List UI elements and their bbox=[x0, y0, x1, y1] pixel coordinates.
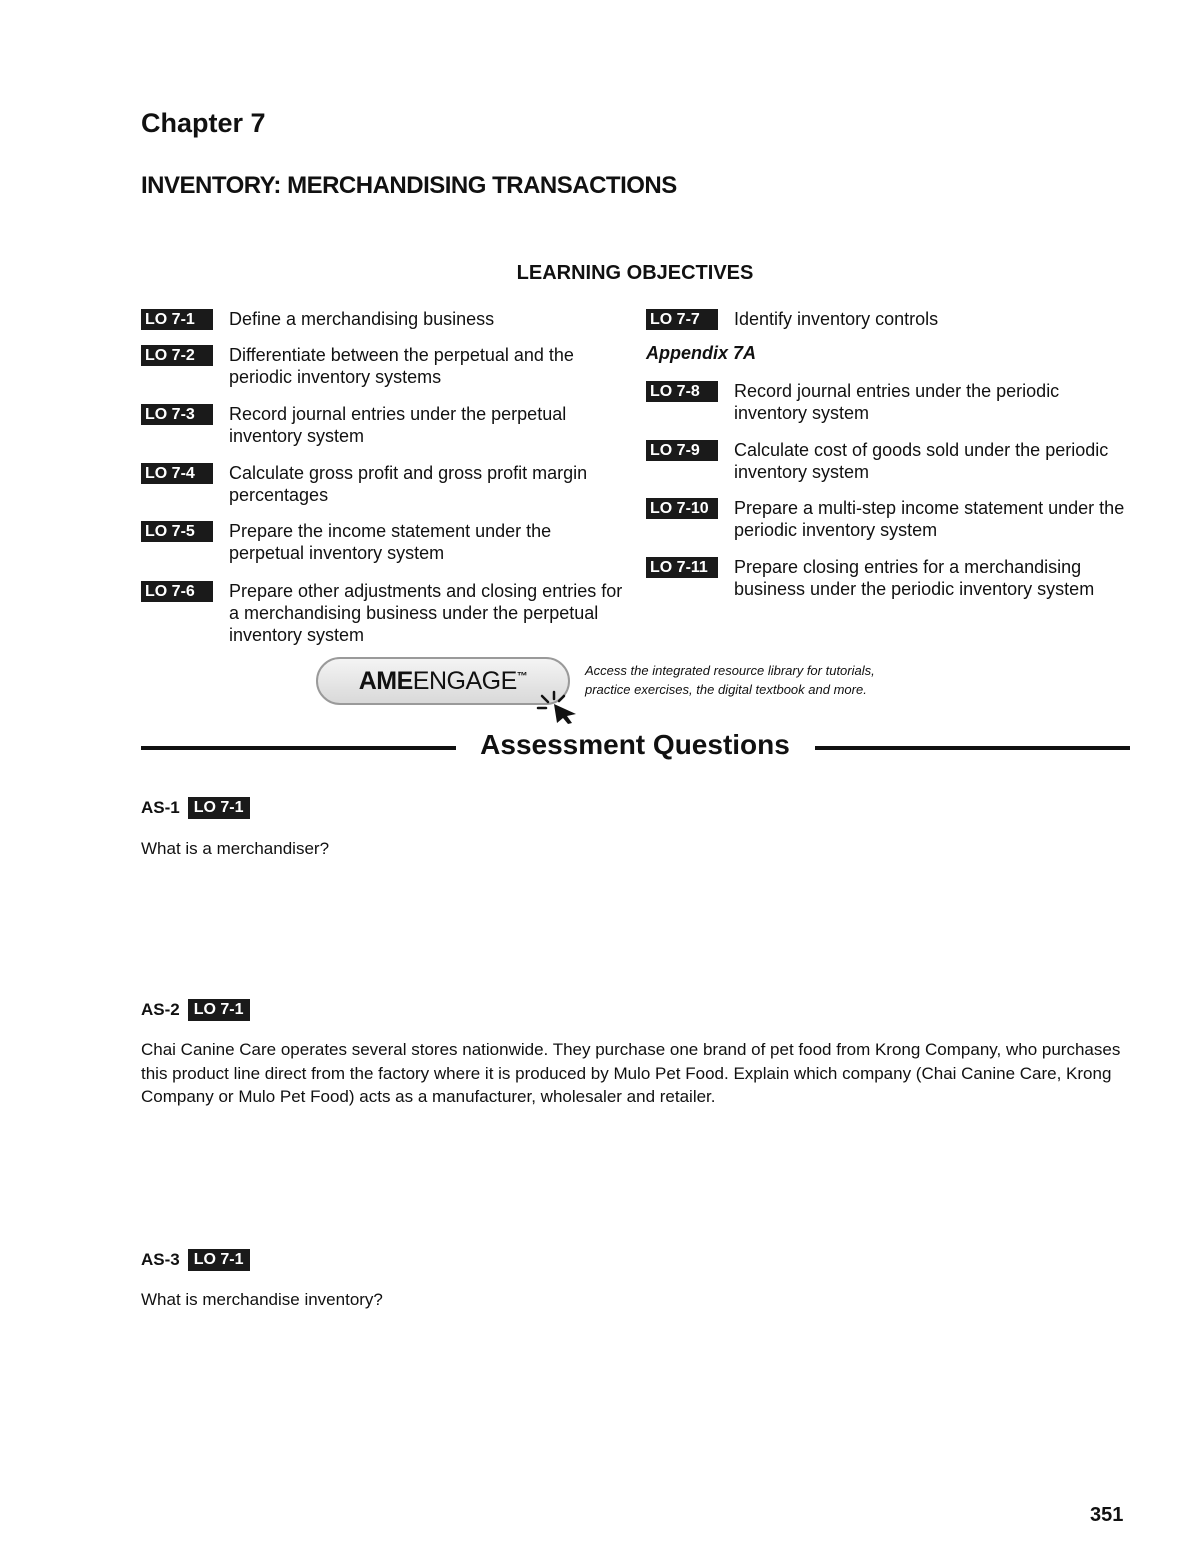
question-label: AS-2 bbox=[141, 1000, 180, 1019]
lo-text: Record journal entries under the periodic inventory system bbox=[734, 381, 1060, 423]
question-text-as-2: Chai Canine Care operates several stores nationwide. They purchase one brand of pet food from Krong Company, who purchases this product line direct from the factory where it is produced by Mulo Pet Food. Explain which company (Chai Canine Care, Krong Company or Mulo Pet Food) acts as a manufacturer, wholesaler and retailer. bbox=[141, 1040, 1121, 1106]
lo-text: Prepare the income statement under the perpetual inventory system bbox=[229, 521, 552, 563]
question-header-as-3 bbox=[141, 1249, 250, 1271]
page-number: 351 bbox=[1090, 1504, 1124, 1526]
heading-rule-right bbox=[815, 746, 1130, 750]
lo-item-7-2 bbox=[141, 344, 621, 388]
chapter-label: Chapter 7 bbox=[141, 108, 266, 138]
lo-text: Differentiate between the perpetual and the periodic inventory systems bbox=[229, 345, 574, 387]
lo-badge: LO 7-8 bbox=[646, 381, 718, 402]
lo-item-7-7 bbox=[646, 308, 1136, 330]
lo-item-7-11 bbox=[646, 556, 1136, 600]
lo-badge: LO 7-6 bbox=[141, 581, 213, 602]
lo-item-7-5 bbox=[141, 520, 621, 564]
appendix-label: Appendix 7A bbox=[646, 343, 757, 363]
question-text-as-1: What is a merchandiser? bbox=[141, 839, 330, 858]
question-text-as-3: What is merchandise inventory? bbox=[141, 1290, 383, 1309]
question-header-as-2 bbox=[141, 999, 250, 1021]
lo-item-7-1 bbox=[141, 308, 621, 330]
lo-text: Calculate cost of goods sold under the periodic inventory system bbox=[734, 440, 1109, 482]
question-lo-badge: LO 7-1 bbox=[188, 797, 250, 819]
lo-badge: LO 7-7 bbox=[646, 309, 718, 330]
question-label: AS-3 bbox=[141, 1250, 180, 1269]
lo-item-7-10 bbox=[646, 497, 1136, 541]
question-lo-badge: LO 7-1 bbox=[188, 999, 250, 1021]
question-label: AS-1 bbox=[141, 798, 180, 817]
lo-badge: LO 7-4 bbox=[141, 463, 213, 484]
lo-text: Prepare a multi-step income statement under the periodic inventory system bbox=[734, 498, 1125, 540]
lo-text: Define a merchandising business bbox=[229, 309, 495, 329]
ame-engage-wordmark: AMEENGAGE™ bbox=[358, 666, 528, 695]
lo-badge: LO 7-1 bbox=[141, 309, 213, 330]
learning-objectives-heading: LEARNING OBJECTIVES bbox=[516, 262, 754, 284]
lo-text: Prepare other adjustments and closing entries for a merchandising business under the perpetual inventory system bbox=[229, 581, 623, 645]
cursor-click-icon bbox=[536, 690, 584, 724]
lo-item-7-4 bbox=[141, 462, 621, 506]
question-header-as-1 bbox=[141, 797, 250, 819]
lo-item-7-6 bbox=[141, 580, 631, 646]
lo-badge: LO 7-2 bbox=[141, 345, 213, 366]
lo-badge: LO 7-5 bbox=[141, 521, 213, 542]
lo-badge: LO 7-3 bbox=[141, 404, 213, 425]
assessment-questions-title: Assessment Questions bbox=[480, 729, 790, 760]
chapter-title: INVENTORY: MERCHANDISING TRANSACTIONS bbox=[141, 172, 677, 199]
lo-item-7-3 bbox=[141, 403, 621, 447]
lo-text: Record journal entries under the perpetual inventory system bbox=[229, 404, 567, 446]
lo-text: Prepare closing entries for a merchandising business under the periodic inventory system bbox=[734, 557, 1095, 599]
lo-item-7-9 bbox=[646, 439, 1136, 483]
lo-badge: LO 7-9 bbox=[646, 440, 718, 461]
engage-description: Access the integrated resource library for tutorials, practice exercises, the digital textbook and more. bbox=[585, 663, 875, 697]
ame-engage-logo[interactable] bbox=[316, 657, 570, 705]
lo-text: Identify inventory controls bbox=[734, 309, 939, 329]
question-lo-badge: LO 7-1 bbox=[188, 1249, 250, 1271]
lo-text: Calculate gross profit and gross profit margin percentages bbox=[229, 463, 588, 505]
lo-badge: LO 7-11 bbox=[646, 557, 718, 578]
lo-badge: LO 7-10 bbox=[646, 498, 718, 519]
lo-item-7-8 bbox=[646, 380, 1136, 424]
